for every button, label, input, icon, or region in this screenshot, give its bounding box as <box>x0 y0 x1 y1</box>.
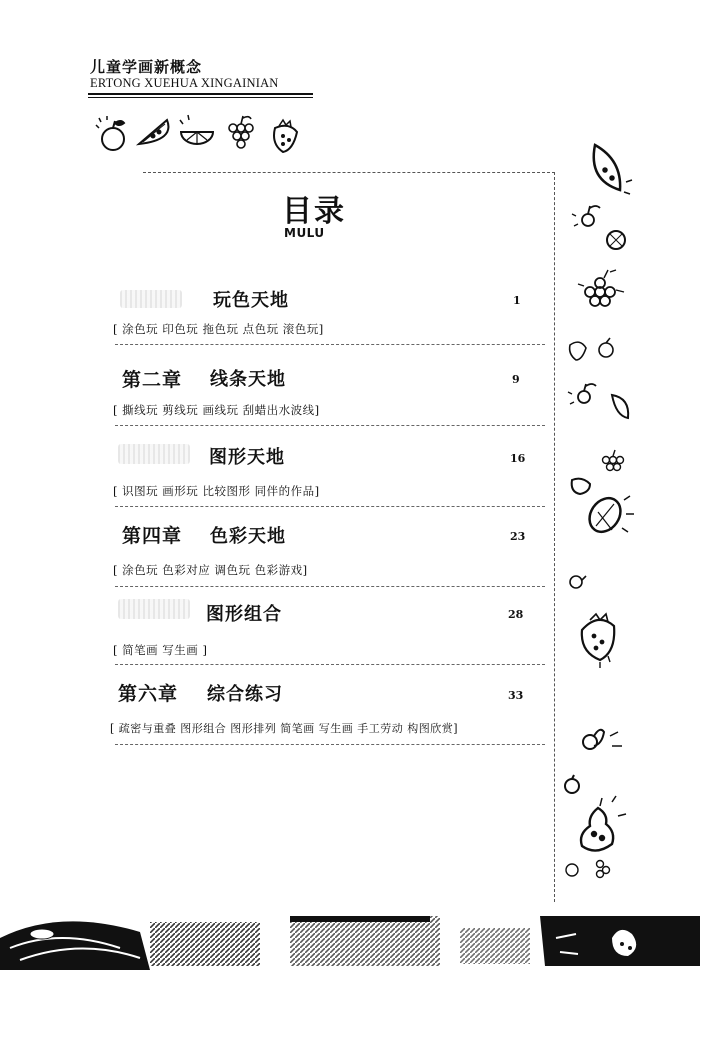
grape-icon <box>578 270 624 306</box>
cherry-icon <box>570 576 586 588</box>
chapter-title: 线条天地 <box>210 369 286 390</box>
chapter-page: 16 <box>510 452 526 465</box>
header-rule-thin <box>88 97 313 98</box>
grape-icon <box>566 861 610 878</box>
chapter-divider <box>115 586 545 587</box>
apple-icon <box>96 116 124 150</box>
grape-icon <box>603 450 624 471</box>
watermelon-icon <box>139 120 168 144</box>
grape-icon <box>229 116 253 148</box>
faded-chapter-number <box>118 599 190 619</box>
chapter-topics: [ 涂色玩 印色玩 拖色玩 点色玩 滚色玩] <box>113 322 324 336</box>
chapter-topics: [ 疏密与重叠 图形组合 图形排列 简笔画 写生画 手工劳动 构图欣赏] <box>110 722 459 735</box>
pear-icon <box>581 796 626 851</box>
chapter-title: 图形组合 <box>206 604 282 625</box>
series-title-en: ERTONG XUEHUA XINGAINIAN <box>90 76 279 90</box>
chapter-topics: [ 涂色玩 色彩对应 调色玩 色彩游戏] <box>113 563 308 577</box>
cherry-icon <box>568 384 596 404</box>
chapter-title: 图形天地 <box>209 447 285 468</box>
orange-icon <box>180 115 213 144</box>
chapter-topics: [ 识图玩 画形玩 比较图形 同伴的作品] <box>113 484 320 498</box>
apple-icon <box>565 775 579 793</box>
chapter-divider <box>115 425 545 426</box>
chapter-divider <box>115 664 545 665</box>
chapter-title: 玩色天地 <box>213 290 289 311</box>
chapter-divider <box>115 744 545 745</box>
cherry-icon <box>583 730 622 749</box>
chapter-divider <box>115 344 545 345</box>
chapter-title: 综合练习 <box>207 684 283 705</box>
chapter-number: 第四章 <box>122 525 183 547</box>
pear-icon <box>572 479 590 494</box>
chapter-page: 28 <box>508 608 524 621</box>
faded-chapter-number <box>118 444 190 464</box>
chapter-topics: [ 撕线玩 剪线玩 画线玩 刮蜡出水波线] <box>113 403 320 417</box>
chapter-number: 第二章 <box>122 369 183 391</box>
orange-icon <box>607 231 625 249</box>
chapter-page: 23 <box>510 530 526 543</box>
toc-frame-right <box>554 172 555 902</box>
watermelon-icon <box>612 395 628 418</box>
chapter-topics: [ 简笔画 写生画 ] <box>113 643 208 657</box>
strawberry-icon <box>582 614 614 668</box>
toc-title: 目录 <box>282 194 346 229</box>
faded-chapter-number <box>120 290 182 308</box>
chapter-title: 色彩天地 <box>210 526 286 547</box>
strawberry-icon <box>274 120 297 152</box>
toc-subtitle: MULU <box>284 226 325 240</box>
fruit-row <box>95 112 310 158</box>
strawberry-icon <box>570 338 613 360</box>
cherry-icon <box>572 206 600 226</box>
bottom-decor-band <box>0 908 700 970</box>
chapter-page: 1 <box>513 294 521 307</box>
orange-icon <box>583 492 634 538</box>
watermelon-icon <box>594 145 632 194</box>
chapter-number: 第六章 <box>118 683 179 705</box>
header-rule <box>88 93 313 95</box>
toc-frame-top <box>143 172 555 173</box>
series-title-cn: 儿童学画新概念 <box>90 58 203 76</box>
chapter-page: 33 <box>508 689 524 702</box>
chapter-divider <box>115 506 545 507</box>
chapter-page: 9 <box>512 373 520 386</box>
side-fruit-column <box>560 140 635 900</box>
